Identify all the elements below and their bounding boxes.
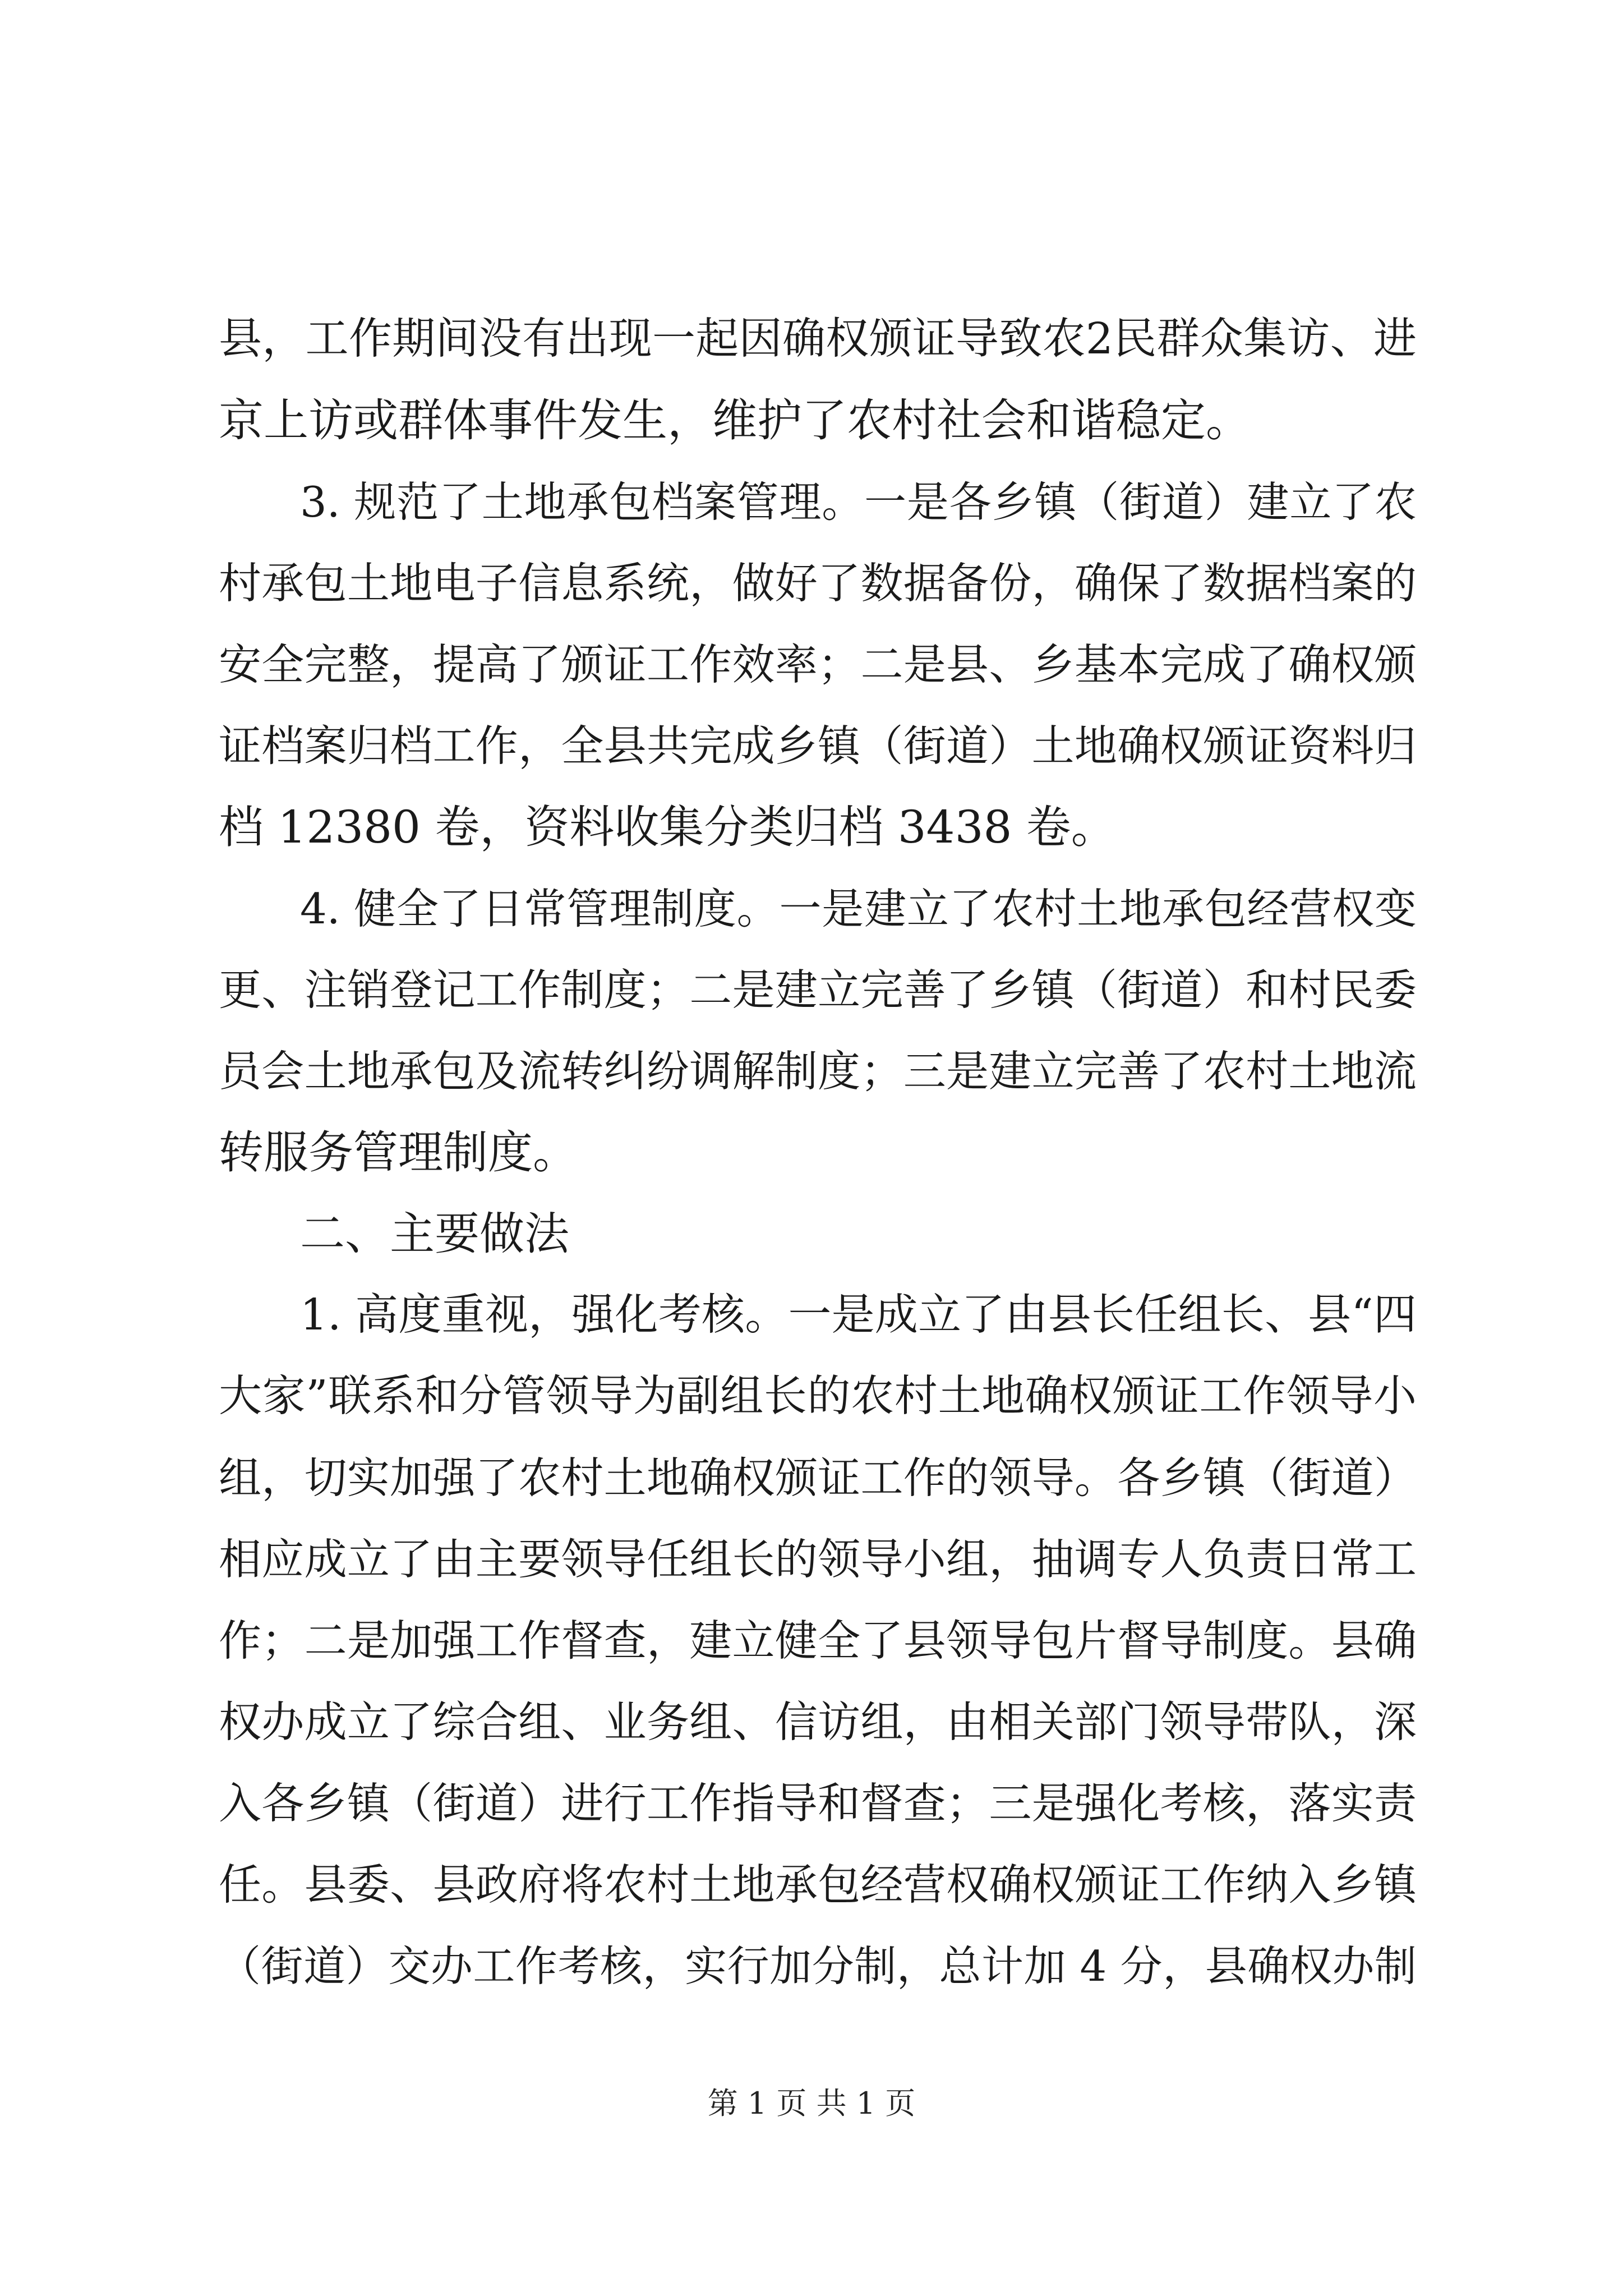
text-line: （街道）交办工作考核，实行加分制，总计加 4 分，县确权办制 — [219, 1941, 1417, 1991]
section-heading: 二、主要做法 — [300, 1208, 569, 1260]
text-line: 组，切实加强了农村土地确权颁证工作的领导。各乡镇（街道） — [219, 1453, 1417, 1503]
text-line: 安全完整，提高了颁证工作效率；二是县、乡基本完成了确权颁 — [219, 639, 1417, 689]
text-line: 村承包土地电子信息系统，做好了数据备份，确保了数据档案的 — [219, 558, 1417, 608]
text-line: 任。县委、县政府将农村土地承包经营权确权颁证工作纳入乡镇 — [219, 1860, 1417, 1910]
text-line: 3. 规范了土地承包档案管理。一是各乡镇（街道）建立了农 — [300, 477, 1417, 527]
page-footer: 第 1 页 共 1 页 — [707, 2086, 916, 2121]
text-line: 转服务管理制度。 — [219, 1126, 578, 1179]
text-line: 大家”联系和分管领导为副组长的农村土地确权颁证工作领导小 — [219, 1372, 1417, 1421]
text-line: 县，工作期间没有出现一起因确权颁证导致农2民群众集访、进 — [219, 314, 1417, 364]
text-line: 4. 健全了日常管理制度。一是建立了农村土地承包经营权变 — [300, 884, 1417, 933]
text-line: 作；二是加强工作督查，建立健全了县领导包片督导制度。县确 — [219, 1616, 1417, 1665]
text-line: 入各乡镇（街道）进行工作指导和督查；三是强化考核，落实责 — [219, 1778, 1417, 1828]
text-line: 权办成立了综合组、业务组、信访组，由相关部门领导带队，深 — [219, 1697, 1417, 1747]
text-line: 更、注销登记工作制度；二是建立完善了乡镇（街道）和村民委 — [219, 965, 1417, 1015]
text-line: 相应成立了由主要领导任组长的领导小组，抽调专人负责日常工 — [219, 1534, 1417, 1584]
text-line: 员会土地承包及流转纠纷调解制度；三是建立完善了农村土地流 — [219, 1046, 1417, 1096]
text-line: 1. 高度重视，强化考核。一是成立了由县长任组长、县“四 — [300, 1290, 1417, 1340]
text-line: 证档案归档工作，全县共完成乡镇（街道）土地确权颁证资料归 — [219, 721, 1417, 771]
text-line: 档 12380 卷，资料收集分类归档 3438 卷。 — [219, 801, 1116, 853]
text-line: 京上访或群体事件发生，维护了农村社会和谐稳定。 — [219, 394, 1251, 447]
